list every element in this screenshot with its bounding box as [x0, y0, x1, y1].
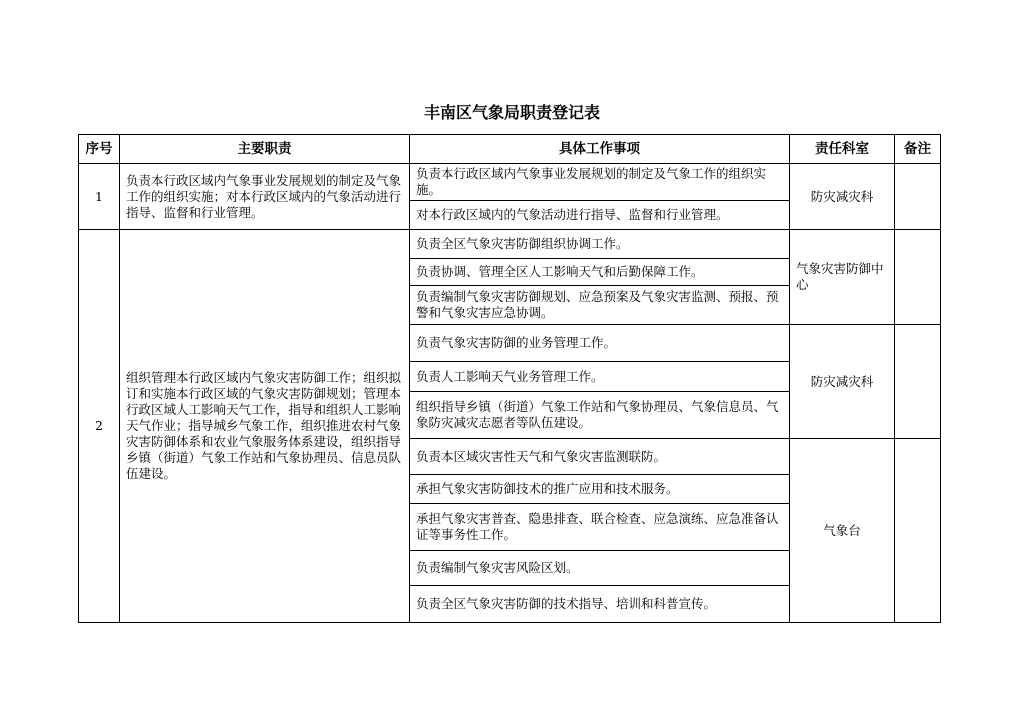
task-cell: 负责人工影响天气业务管理工作。	[410, 362, 790, 392]
header-note: 备注	[895, 135, 941, 164]
row-seq: 2	[79, 230, 120, 623]
task-cell: 负责编制气象灾害防御规划、应急预案及气象灾害监测、预报、预警和气象灾害应急协调。	[410, 286, 790, 325]
task-cell: 负责全区气象灾害防御组织协调工作。	[410, 230, 790, 259]
task-cell: 承担气象灾害防御技术的推广应用和技术服务。	[410, 475, 790, 504]
main-duty-cell: 负责本行政区域内气象事业发展规划的制定及气象工作的组织实施；对本行政区域内的气象活动进行指导、监督和行业管理。	[120, 164, 410, 230]
task-cell: 负责本区域灾害性天气和气象灾害监测联防。	[410, 439, 790, 475]
task-cell: 负责协调、管理全区人工影响天气和后勤保障工作。	[410, 259, 790, 286]
note-cell	[895, 325, 941, 439]
office-cell: 防灾减灾科	[790, 325, 895, 439]
duty-register-table	[78, 134, 941, 623]
task-cell: 负责本行政区域内气象事业发展规划的制定及气象工作的组织实施。	[410, 164, 790, 201]
document-title: 丰南区气象局职责登记表	[423, 103, 600, 122]
table-row	[79, 230, 941, 259]
task-cell: 负责全区气象灾害防御的技术指导、培训和科普宣传。	[410, 586, 790, 623]
header-tasks: 具体工作事项	[410, 135, 790, 164]
office-cell: 气象台	[790, 439, 895, 623]
main-duty-cell: 组织管理本行政区域内气象灾害防御工作；组织拟订和实施本行政区域的气象灾害防御规划；管理本行政区域人工影响天气工作，指导和组织人工影响天气作业；指导城乡气象工作，组织推进农村气象灾害防御体系和农业气象服务体系建设，组织指导乡镇（街道）气象工作站和气象协理员、信息员队伍建设。	[120, 230, 410, 623]
header-office: 责任科室	[790, 135, 895, 164]
header-seq: 序号	[79, 135, 120, 164]
task-cell: 组织指导乡镇（街道）气象工作站和气象协理员、气象信息员、气象防灾减灾志愿者等队伍建设。	[410, 392, 790, 439]
task-cell: 对本行政区域内的气象活动进行指导、监督和行业管理。	[410, 201, 790, 230]
table-row	[79, 164, 941, 201]
note-cell	[895, 439, 941, 623]
office-cell: 防灾减灾科	[790, 164, 895, 230]
task-cell: 负责编制气象灾害风险区划。	[410, 551, 790, 586]
note-cell	[895, 164, 941, 230]
task-cell: 承担气象灾害普查、隐患排查、联合检查、应急演练、应急准备认证等事务性工作。	[410, 504, 790, 551]
header-main-duty: 主要职责	[120, 135, 410, 164]
office-cell: 气象灾害防御中心	[790, 230, 895, 325]
header-row	[79, 135, 941, 164]
note-cell	[895, 230, 941, 325]
row-seq: 1	[79, 164, 120, 230]
task-cell: 负责气象灾害防御的业务管理工作。	[410, 325, 790, 362]
